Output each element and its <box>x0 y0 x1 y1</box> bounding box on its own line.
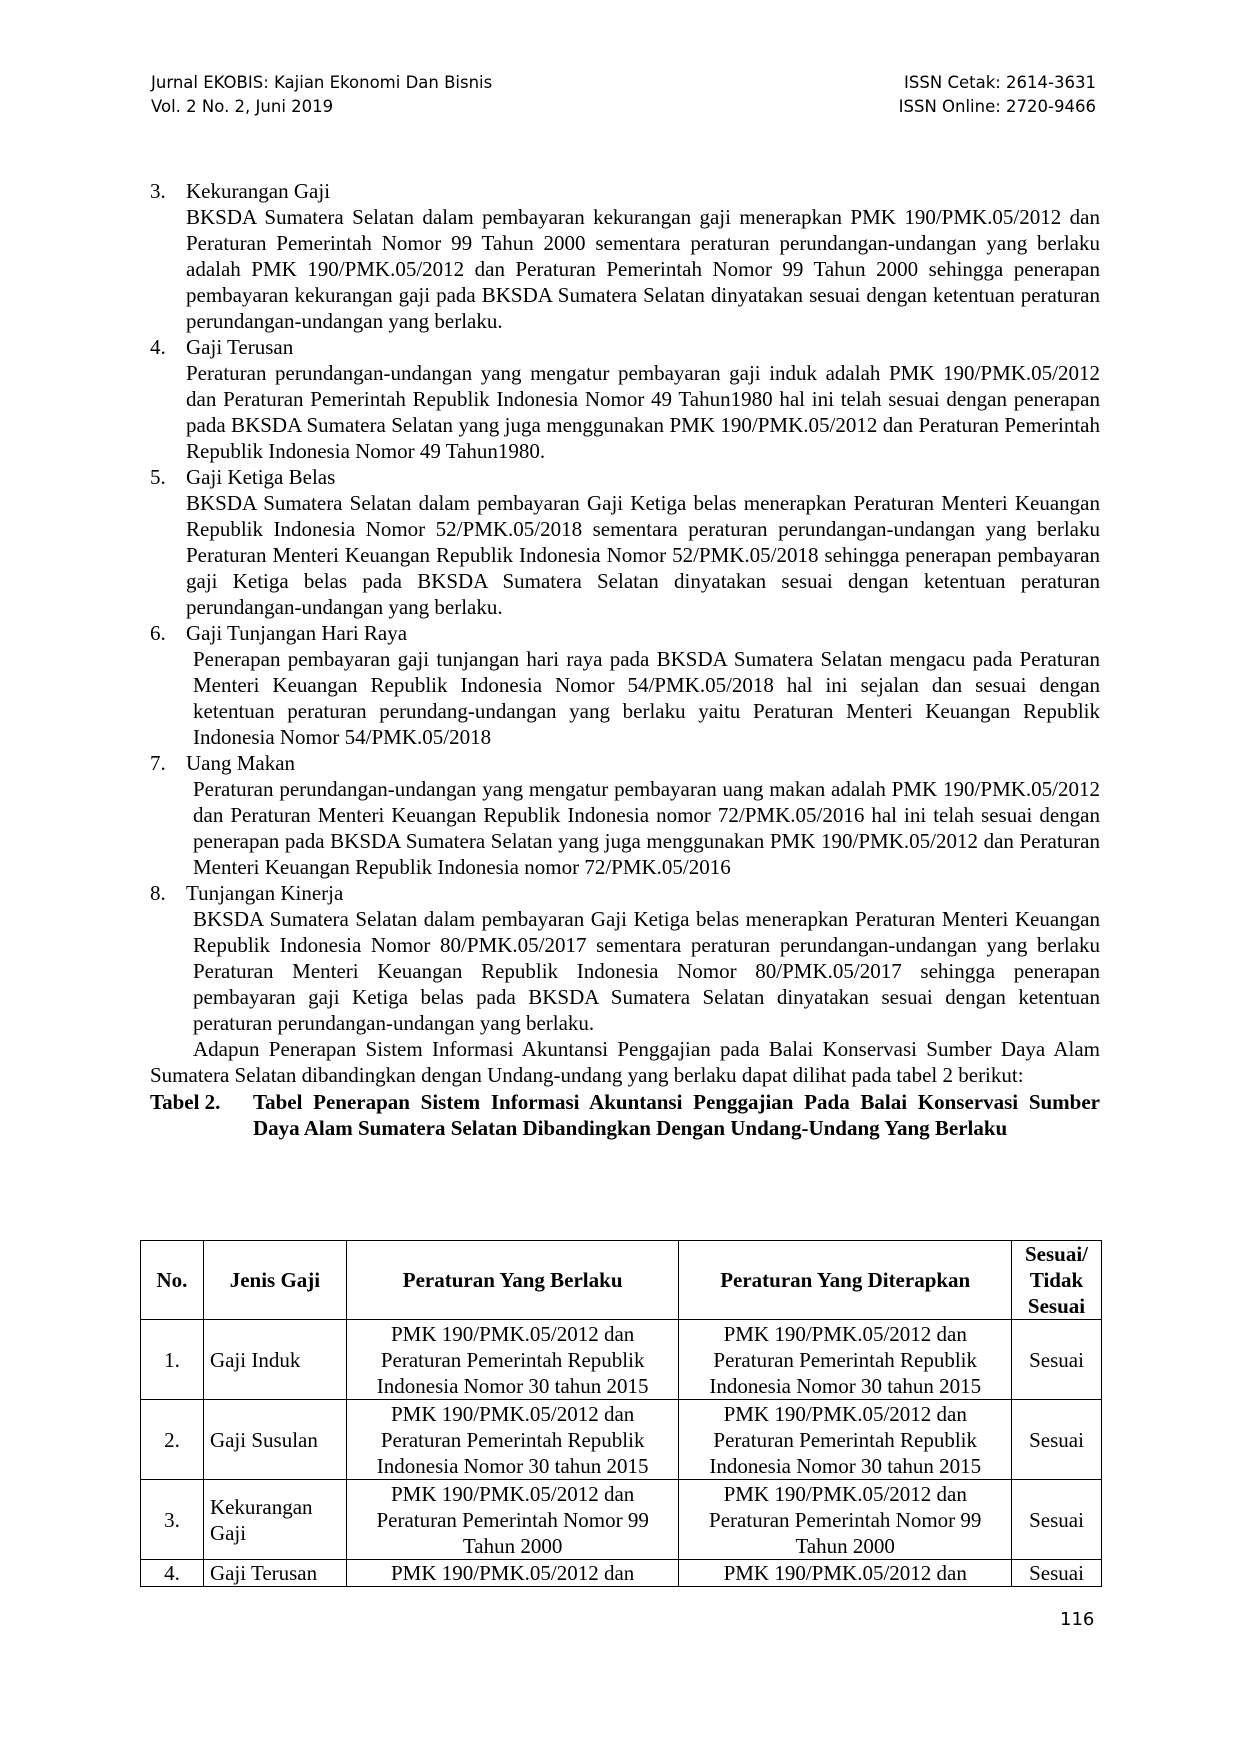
issn-online: ISSN Online: 2720-9466 <box>898 97 1096 116</box>
table-row <box>141 1480 1102 1560</box>
table-row <box>141 1560 1102 1587</box>
table-header-row <box>141 1241 1102 1320</box>
cell-sesuai: Sesuai <box>1012 1400 1102 1480</box>
list-item <box>150 178 1100 334</box>
journal-volume: Vol. 2 No. 2, Juni 2019 <box>151 97 334 116</box>
table-row <box>141 1400 1102 1480</box>
intro-paragraph: Adapun Penerapan Sistem Informasi Akuntansi Penggajian pada Balai Konservasi Sumber Daya Alam Sumatera Selatan dibandingkan dengan Undang-undang yang berlaku dapat dilihat pada tabel 2 berikut: <box>150 1037 1100 1087</box>
cell-berlaku: PMK 190/PMK.05/2012 dan <box>346 1560 679 1587</box>
header-sesuai: Sesuai/ Tidak Sesuai <box>1012 1241 1102 1320</box>
item-title: Tunjangan Kinerja <box>186 881 344 905</box>
header-peraturan-diterapkan: Peraturan Yang Diterapkan <box>679 1241 1012 1320</box>
item-title: Kekurangan Gaji <box>186 179 331 203</box>
cell-diterapkan: PMK 190/PMK.05/2012 dan Peraturan Pemerintah Republik Indonesia Nomor 30 tahun 2015 <box>679 1400 1012 1480</box>
item-paragraph: Peraturan perundangan-undangan yang mengatur pembayaran gaji induk adalah PMK 190/PMK.05/2012 dan Peraturan Pemerintah Republik Indonesia Nomor 49 Tahun1980 hal ini telah sesuai dengan penerapan pada BKSDA Sumatera Selatan yang juga menggunakan PMK 190/PMK.05/2012 dan Peraturan Pemerintah Republik Indonesia Nomor 49 Tahun1980. <box>186 361 1100 463</box>
item-paragraph: Peraturan perundangan-undangan yang mengatur pembayaran uang makan adalah PMK 190/PMK.05/2012 dan Peraturan Menteri Keuangan Republik Indonesia nomor 72/PMK.05/2016 hal ini telah sesuai dengan penerapan pada BKSDA Sumatera Selatan yang juga menggunakan PMK 190/PMK.05/2012 dan Peraturan Menteri Keuangan Republik Indonesia nomor 72/PMK.05/2016 <box>193 777 1100 879</box>
issn-print: ISSN Cetak: 2614-3631 <box>904 73 1096 92</box>
running-header-left <box>151 71 492 119</box>
item-paragraph: BKSDA Sumatera Selatan dalam pembayaran Gaji Ketiga belas menerapkan Peraturan Menteri Keuangan Republik Indonesia Nomor 52/PMK.05/2018 sementara peraturan perundangan-undangan yang berlaku Peraturan Menteri Keuangan Republik Indonesia Nomor 52/PMK.05/2018 sehingga penerapan pembayaran gaji Ketiga belas pada BKSDA Sumatera Selatan dinyatakan sesuai dengan ketentuan peraturan perundangan-undangan yang berlaku. <box>186 491 1100 619</box>
item-number: 4. <box>150 335 166 359</box>
list-item <box>150 750 1100 880</box>
item-paragraph: BKSDA Sumatera Selatan dalam pembayaran kekurangan gaji menerapkan PMK 190/PMK.05/2012 dan Peraturan Pemerintah Nomor 99 Tahun 2000 sementara peraturan perundangan-undangan yang berlaku adalah PMK 190/PMK.05/2012 dan Peraturan Pemerintah Nomor 99 Tahun 2000 sehingga penerapan pembayaran kekurangan gaji pada BKSDA Sumatera Selatan dinyatakan sesuai dengan ketentuan peraturan perundangan-undangan yang berlaku. <box>186 205 1100 333</box>
journal-title: Jurnal EKOBIS: Kajian Ekonomi Dan Bisnis <box>151 73 493 92</box>
cell-no: 1. <box>141 1320 204 1400</box>
item-number: 6. <box>150 621 166 645</box>
table-row <box>141 1320 1102 1400</box>
article-body <box>150 178 1100 1141</box>
item-number: 7. <box>150 751 166 775</box>
cell-berlaku: PMK 190/PMK.05/2012 dan Peraturan Pemerintah Republik Indonesia Nomor 30 tahun 2015 <box>346 1400 679 1480</box>
item-number: 5. <box>150 465 166 489</box>
cell-berlaku: PMK 190/PMK.05/2012 dan Peraturan Pemerintah Nomor 99 Tahun 2000 <box>346 1480 679 1560</box>
item-paragraph: Penerapan pembayaran gaji tunjangan hari raya pada BKSDA Sumatera Selatan mengacu pada Peraturan Menteri Keuangan Republik Indonesia Nomor 54/PMK.05/2018 hal ini sejalan dan sesuai dengan ketentuan peraturan perundang-undangan yang berlaku yaitu Peraturan Menteri Keuangan Republik Indonesia Nomor 54/PMK.05/2018 <box>193 647 1100 749</box>
cell-diterapkan: PMK 190/PMK.05/2012 dan Peraturan Pemerintah Nomor 99 Tahun 2000 <box>679 1480 1012 1560</box>
item-number: 3. <box>150 179 166 203</box>
cell-diterapkan: PMK 190/PMK.05/2012 dan <box>679 1560 1012 1587</box>
item-title: Uang Makan <box>186 751 296 775</box>
table-caption-label: Tabel 2. <box>150 1090 221 1114</box>
list-item <box>150 620 1100 750</box>
header-jenis-gaji: Jenis Gaji <box>203 1241 346 1320</box>
table-caption-text: Tabel Penerapan Sistem Informasi Akuntansi Penggajian Pada Balai Konservasi Sumber Daya Alam Sumatera Selatan Dibandingkan Dengan Undang-Undang Yang Berlaku <box>253 1090 1100 1140</box>
cell-jenis: Gaji Induk <box>203 1320 346 1400</box>
table-caption <box>150 1089 1100 1141</box>
page-number: 116 <box>1060 1609 1095 1630</box>
list-item <box>150 334 1100 464</box>
list-item <box>150 880 1100 1036</box>
cell-jenis: Kekurangan Gaji <box>203 1480 346 1560</box>
item-number: 8. <box>150 881 166 905</box>
running-header-right <box>885 71 1096 119</box>
list-item <box>150 464 1100 620</box>
header-no: No. <box>141 1241 204 1320</box>
comparison-table <box>140 1240 1102 1587</box>
cell-sesuai: Sesuai <box>1012 1480 1102 1560</box>
item-title: Gaji Ketiga Belas <box>186 465 336 489</box>
cell-sesuai: Sesuai <box>1012 1320 1102 1400</box>
cell-diterapkan: PMK 190/PMK.05/2012 dan Peraturan Pemerintah Republik Indonesia Nomor 30 tahun 2015 <box>679 1320 1012 1400</box>
header-peraturan-berlaku: Peraturan Yang Berlaku <box>346 1241 679 1320</box>
cell-no: 2. <box>141 1400 204 1480</box>
cell-berlaku: PMK 190/PMK.05/2012 dan Peraturan Pemerintah Republik Indonesia Nomor 30 tahun 2015 <box>346 1320 679 1400</box>
cell-sesuai: Sesuai <box>1012 1560 1102 1587</box>
cell-jenis: Gaji Terusan <box>203 1560 346 1587</box>
item-title: Gaji Tunjangan Hari Raya <box>186 621 408 645</box>
item-title: Gaji Terusan <box>186 335 294 359</box>
item-paragraph: BKSDA Sumatera Selatan dalam pembayaran Gaji Ketiga belas menerapkan Peraturan Menteri Keuangan Republik Indonesia Nomor 80/PMK.05/2017 sementara peraturan perundangan-undangan yang berlaku Peraturan Menteri Keuangan Republik Indonesia Nomor 80/PMK.05/2017 sehingga penerapan pembayaran gaji Ketiga belas pada BKSDA Sumatera Selatan dinyatakan sesuai dengan ketentuan peraturan perundangan-undangan yang berlaku. <box>193 907 1100 1035</box>
cell-jenis: Gaji Susulan <box>203 1400 346 1480</box>
cell-no: 3. <box>141 1480 204 1560</box>
cell-no: 4. <box>141 1560 204 1587</box>
